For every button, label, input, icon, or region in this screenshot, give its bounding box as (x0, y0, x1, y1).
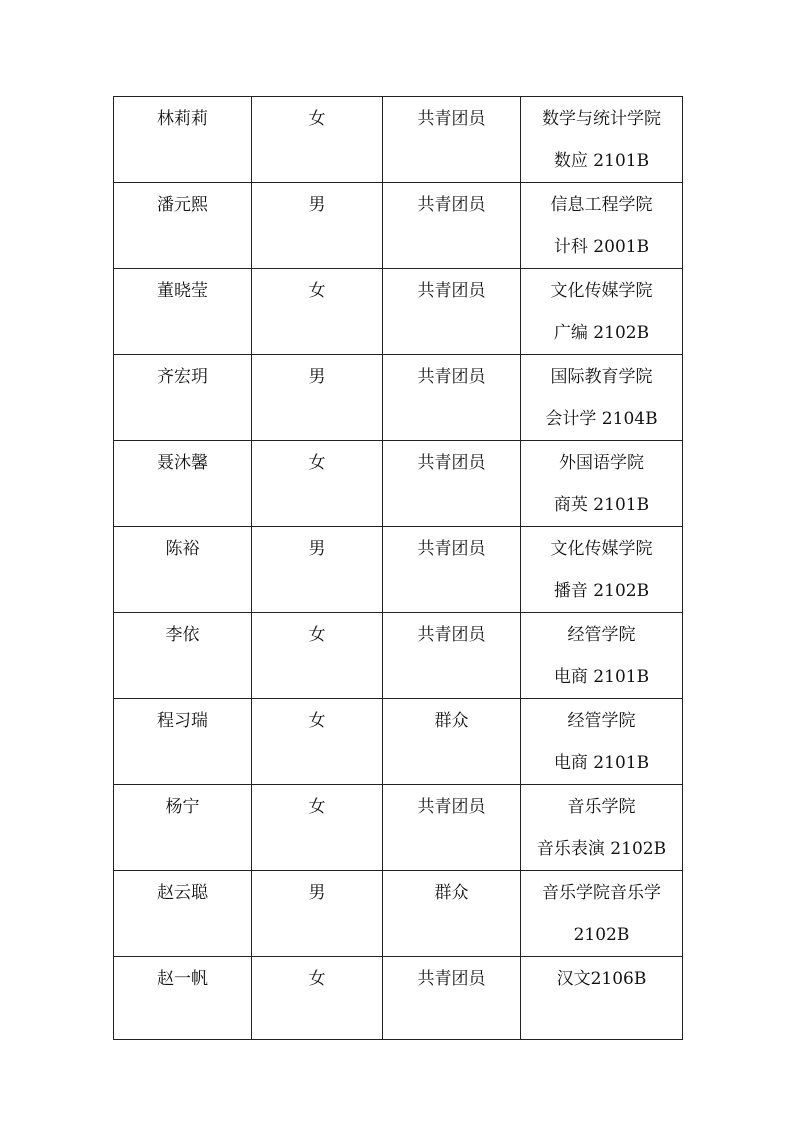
name-text: 林莉莉 (157, 109, 208, 129)
name-cell (114, 183, 252, 269)
gender-text: 女 (308, 797, 326, 817)
college-line-1: 外国语学院 (559, 453, 644, 473)
table-row (114, 957, 683, 1040)
member-table-body (114, 97, 683, 1040)
politics-text: 共青团员 (417, 367, 486, 387)
gender-cell (252, 441, 383, 527)
name-text: 陈裕 (165, 539, 200, 559)
college-line-1: 音乐学院音乐学 (542, 883, 661, 903)
table-row (114, 871, 683, 957)
gender-cell (252, 871, 383, 957)
politics-cell (383, 785, 521, 871)
politics-text: 共青团员 (417, 969, 486, 989)
gender-cell (252, 97, 383, 183)
college-line-2: 商英 2101B (553, 495, 650, 515)
table-row (114, 269, 683, 355)
college-cell (521, 785, 683, 871)
gender-cell (252, 183, 383, 269)
name-text: 潘元熙 (157, 195, 208, 215)
college-line-1: 信息工程学院 (550, 195, 653, 215)
name-cell (114, 613, 252, 699)
college-cell (521, 957, 683, 1040)
politics-text: 共青团员 (417, 625, 486, 645)
college-cell (521, 269, 683, 355)
college-line-1: 国际教育学院 (550, 367, 653, 387)
college-line-2: 计科 2001B (553, 237, 650, 257)
name-text: 程习瑞 (157, 711, 208, 731)
name-cell (114, 785, 252, 871)
college-cell (521, 183, 683, 269)
politics-cell (383, 699, 521, 785)
table-row (114, 613, 683, 699)
college-line-2: 2102B (573, 925, 630, 945)
college-line-1: 汉文2106B (556, 969, 647, 989)
gender-cell (252, 527, 383, 613)
name-text: 赵一帆 (157, 969, 208, 989)
table-row (114, 785, 683, 871)
gender-text: 男 (308, 883, 326, 903)
politics-cell (383, 355, 521, 441)
college-line-2: 会计学 2104B (545, 409, 658, 429)
college-line-2: 广编 2102B (553, 323, 650, 343)
name-cell (114, 871, 252, 957)
college-line-1: 经管学院 (567, 625, 636, 645)
college-line-1: 数学与统计学院 (542, 109, 661, 129)
college-cell (521, 527, 683, 613)
name-text: 李依 (165, 625, 200, 645)
gender-cell (252, 957, 383, 1040)
gender-cell (252, 699, 383, 785)
gender-text: 女 (308, 625, 326, 645)
college-line-1: 经管学院 (567, 711, 636, 731)
politics-cell (383, 871, 521, 957)
table-row (114, 441, 683, 527)
gender-text: 女 (308, 281, 326, 301)
name-text: 聂沐馨 (157, 453, 208, 473)
college-cell (521, 97, 683, 183)
politics-cell (383, 527, 521, 613)
name-cell (114, 269, 252, 355)
gender-text: 男 (308, 539, 326, 559)
politics-cell (383, 97, 521, 183)
gender-text: 女 (308, 711, 326, 731)
name-text: 赵云聪 (157, 883, 208, 903)
name-cell (114, 699, 252, 785)
table-row (114, 183, 683, 269)
politics-text: 群众 (434, 711, 469, 731)
name-cell (114, 97, 252, 183)
gender-cell (252, 269, 383, 355)
name-cell (114, 957, 252, 1040)
gender-cell (252, 785, 383, 871)
college-cell (521, 699, 683, 785)
politics-cell (383, 613, 521, 699)
table-row (114, 355, 683, 441)
table-row (114, 699, 683, 785)
gender-cell (252, 613, 383, 699)
gender-text: 男 (308, 367, 326, 387)
college-cell (521, 441, 683, 527)
college-line-2: 播音 2102B (553, 581, 650, 601)
politics-text: 共青团员 (417, 453, 486, 473)
gender-text: 女 (308, 969, 326, 989)
name-cell (114, 527, 252, 613)
gender-text: 男 (308, 195, 326, 215)
politics-cell (383, 957, 521, 1040)
college-line-2: 电商 2101B (553, 753, 650, 773)
politics-cell (383, 441, 521, 527)
gender-cell (252, 355, 383, 441)
college-line-1: 音乐学院 (567, 797, 636, 817)
college-cell (521, 613, 683, 699)
politics-cell (383, 183, 521, 269)
name-text: 董晓莹 (157, 281, 208, 301)
politics-text: 群众 (434, 883, 469, 903)
politics-text: 共青团员 (417, 281, 486, 301)
college-line-2: 数应 2101B (553, 151, 650, 171)
college-cell (521, 355, 683, 441)
name-cell (114, 441, 252, 527)
name-text: 齐宏玥 (157, 367, 208, 387)
college-line-2: 音乐表演 2102B (536, 839, 667, 859)
politics-cell (383, 269, 521, 355)
college-line-1: 文化传媒学院 (550, 281, 653, 301)
politics-text: 共青团员 (417, 539, 486, 559)
table-row (114, 527, 683, 613)
gender-text: 女 (308, 453, 326, 473)
politics-text: 共青团员 (417, 195, 486, 215)
college-line-2: 电商 2101B (553, 667, 650, 687)
member-table (113, 96, 683, 1040)
politics-text: 共青团员 (417, 797, 486, 817)
college-line-1: 文化传媒学院 (550, 539, 653, 559)
name-cell (114, 355, 252, 441)
name-text: 杨宁 (165, 797, 200, 817)
politics-text: 共青团员 (417, 109, 486, 129)
table-row (114, 97, 683, 183)
college-cell (521, 871, 683, 957)
gender-text: 女 (308, 109, 326, 129)
